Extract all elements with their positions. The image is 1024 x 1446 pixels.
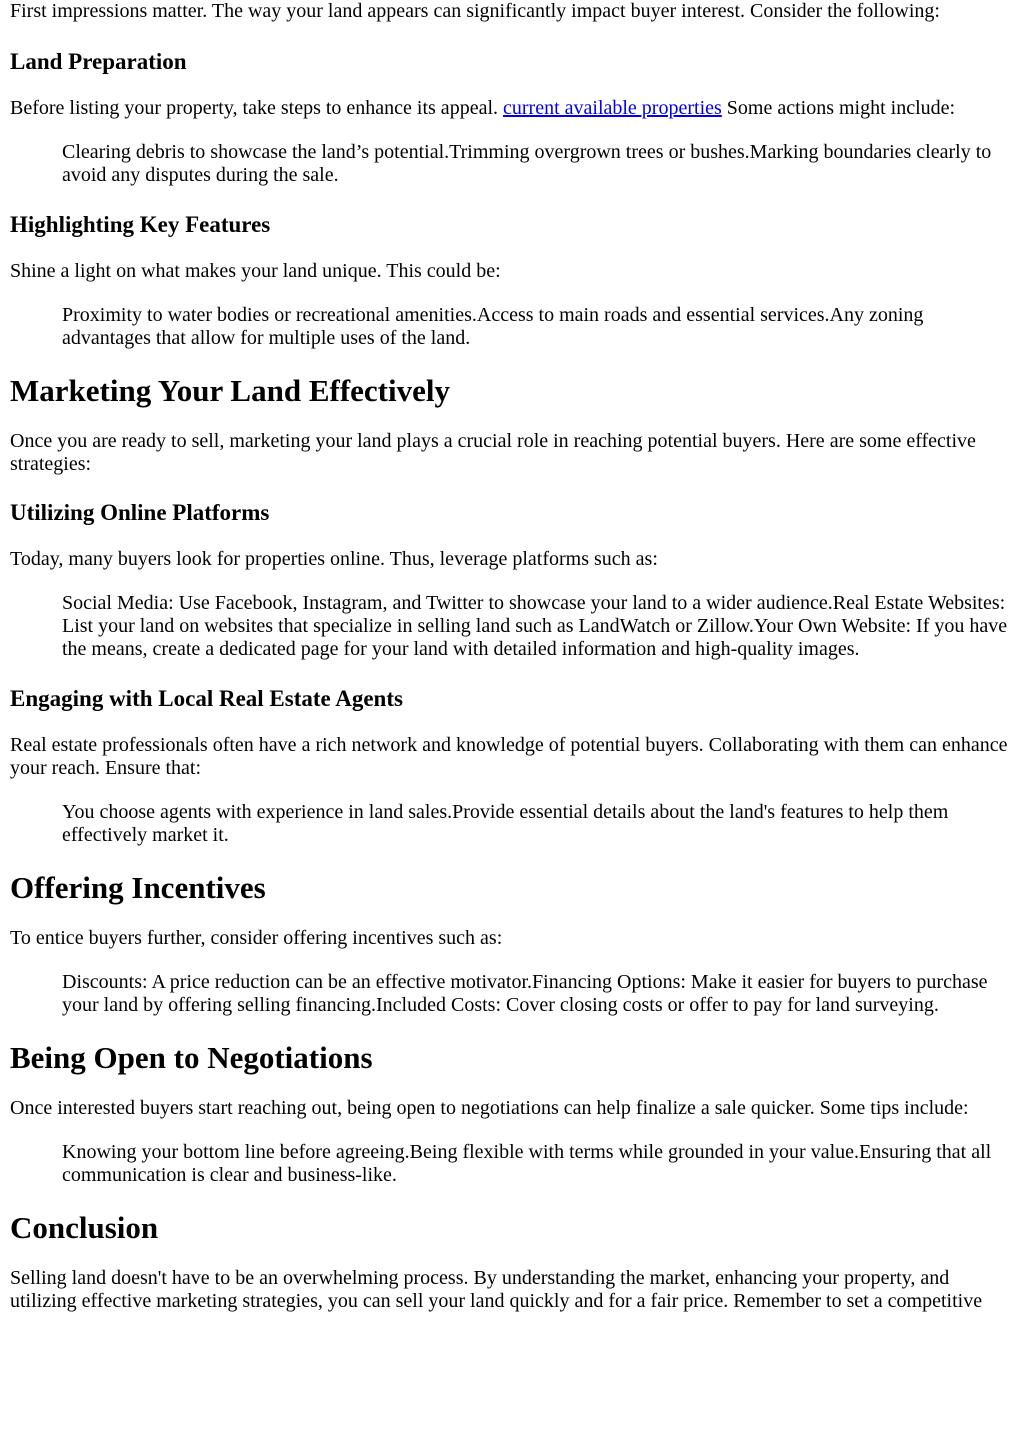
heading-marketing-your-land: Marketing Your Land Effectively (10, 373, 450, 408)
land-preparation-list: Clearing debris to showcase the land’s potential.Trimming overgrown trees or bushes.Marking boundaries clearly to avoid any disputes during the sale. (62, 141, 992, 186)
marketing-paragraph: Once you are ready to sell, marketing your land plays a crucial role in reaching potential buyers. Here are some effective strategies: (10, 430, 976, 475)
agents-list: You choose agents with experience in land sales.Provide essential details about the land's features to help them effectively market it. (62, 801, 949, 846)
online-platforms-paragraph: Today, many buyers look for properties online. Thus, leverage platforms such as: (10, 548, 658, 570)
heading-highlighting-key-features: Highlighting Key Features (10, 212, 271, 237)
agents-paragraph: Real estate professionals often have a rich network and knowledge of potential buyers. Collaborating with them can enhance your reach. Ensure that: (10, 734, 1008, 779)
heading-utilizing-online-platforms: Utilizing Online Platforms (10, 500, 270, 525)
online-platforms-list: Social Media: Use Facebook, Instagram, and Twitter to showcase your land to a wider audience.Real Estate Websites: List your land on websites that specialize in selling land such as LandWatch or Zillow.Your Own Website: If you have the means, create a dedicated page for your land with detailed information and high-quality images. (62, 592, 1008, 660)
heading-conclusion: Conclusion (10, 1210, 159, 1245)
key-features-list: Proximity to water bodies or recreational amenities.Access to main roads and essential services.Any zoning advantages that allow for multiple uses of the land. (62, 304, 924, 349)
negotiations-list: Knowing your bottom line before agreeing.Being flexible with terms while grounded in your value.Ensuring that all communication is clear and business-like. (62, 1141, 992, 1186)
land-preparation-text-after-link: Some actions might include: (721, 97, 956, 119)
heading-engaging-local-agents: Engaging with Local Real Estate Agents (10, 686, 403, 711)
heading-offering-incentives: Offering Incentives (10, 870, 266, 905)
conclusion-paragraph: Selling land doesn't have to be an overwhelming process. By understanding the market, enhancing your property, and utilizing effective marketing strategies, you can sell your land quickly and for a fair price. Remember to set a competitive (10, 1267, 983, 1312)
incentives-list: Discounts: A price reduction can be an effective motivator.Financing Options: Make it easier for buyers to purchase your land by offering selling financing.Included Costs: Cover closing costs or offer to pay for land surveying. (62, 971, 988, 1016)
current-available-properties-link[interactable]: current available properties (503, 97, 722, 119)
heading-being-open-to-negotiations: Being Open to Negotiations (10, 1040, 373, 1075)
heading-land-preparation: Land Preparation (10, 49, 187, 74)
intro-paragraph: First impressions matter. The way your land appears can significantly impact buyer interest. Consider the following: (10, 0, 940, 22)
land-preparation-text-before-link: Before listing your property, take steps to enhance its appeal. (10, 97, 503, 119)
key-features-paragraph: Shine a light on what makes your land unique. This could be: (10, 260, 501, 282)
land-preparation-paragraph (10, 97, 1014, 120)
incentives-paragraph: To entice buyers further, consider offering incentives such as: (10, 927, 503, 949)
negotiations-paragraph: Once interested buyers start reaching out, being open to negotiations can help finalize a sale quicker. Some tips include: (10, 1097, 969, 1119)
